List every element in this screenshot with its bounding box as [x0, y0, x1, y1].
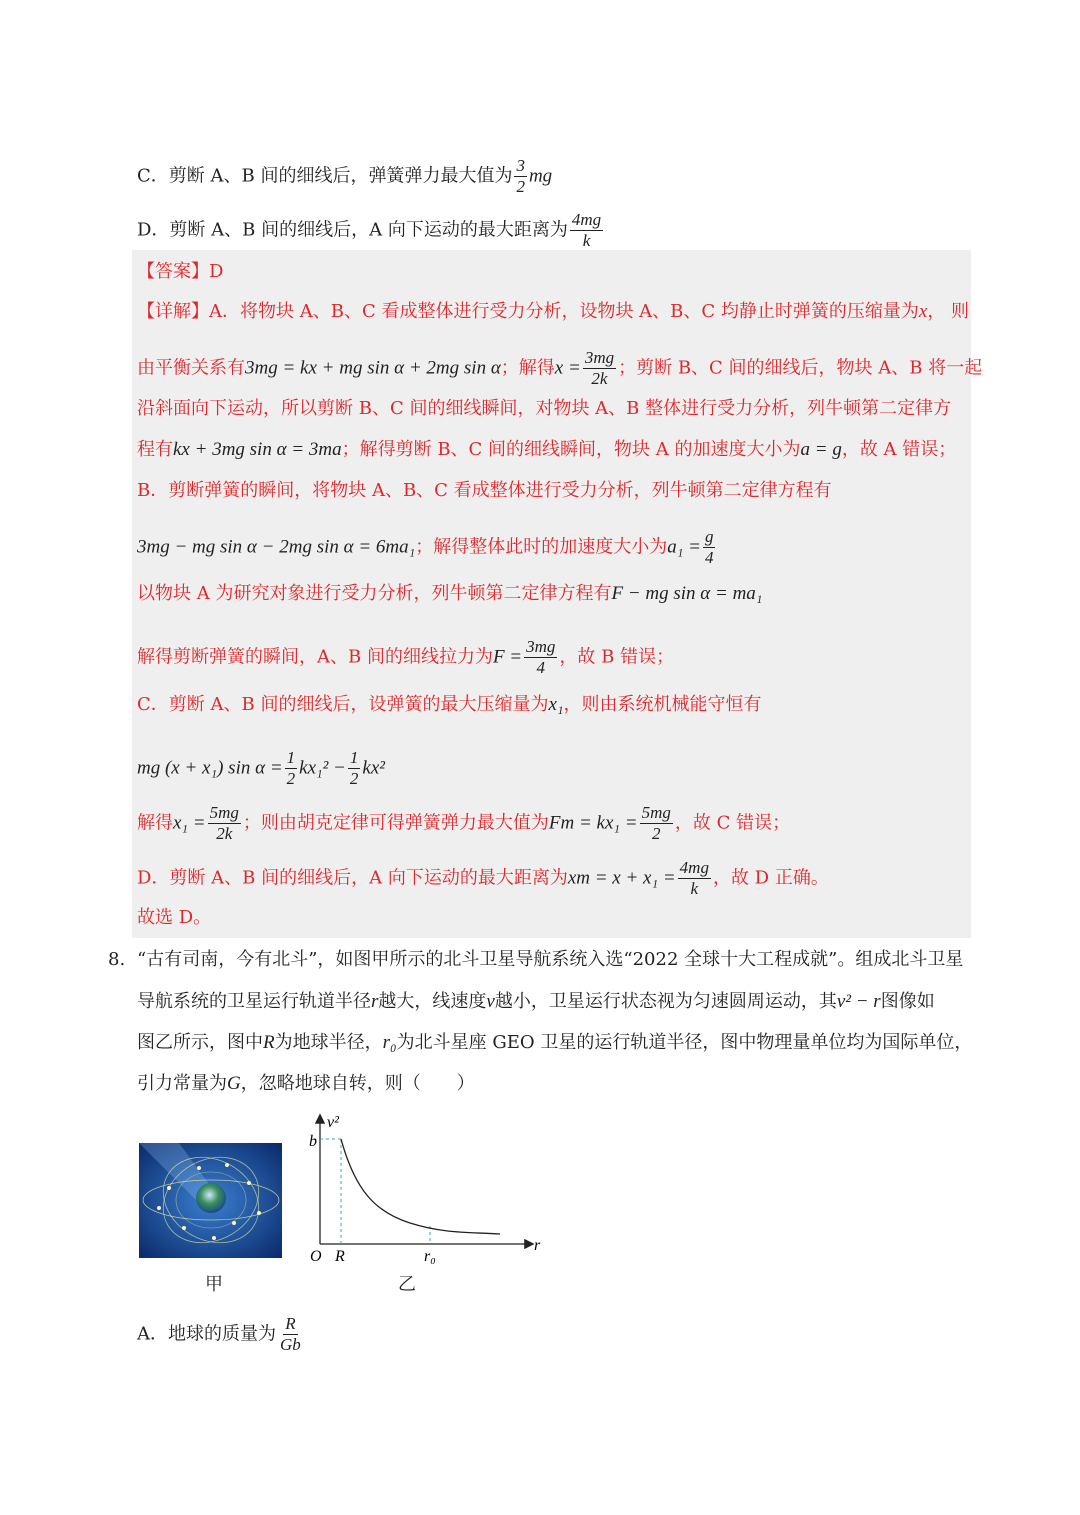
math: x₁ [548, 694, 564, 715]
text: B．剪断弹簧的瞬间，将物块 A、B、C 看成整体进行受力分析，列牛顿第二定律方程有 [137, 480, 832, 501]
q8-option-a [137, 1314, 305, 1355]
text: ，则由系统机械能守恒有 [563, 694, 762, 715]
text: ，忽略地球自转，则（ ） [240, 1073, 475, 1094]
frac-den: k [582, 231, 591, 250]
R-label: R [335, 1248, 345, 1265]
answer-p5 [137, 479, 832, 503]
frac-num: 5mg [209, 803, 239, 822]
text: 程有 [137, 439, 173, 460]
math: a = g [800, 439, 842, 460]
frac-num: 4mg [679, 858, 709, 877]
answer-label-text: 【答案】D [137, 261, 224, 282]
math: xm = x + x₁ = [567, 867, 676, 889]
frac-num: R [285, 1314, 296, 1333]
satellite-constellation-image [139, 1143, 282, 1258]
frac-num: g [704, 527, 714, 546]
fraction [703, 527, 716, 568]
math: x [918, 301, 928, 322]
answer-p11 [137, 803, 790, 844]
text: ；解得 [500, 357, 555, 379]
text: ， 则 [927, 301, 970, 322]
frac-den: 2 [286, 769, 296, 788]
q8-line4 [137, 1072, 475, 1096]
frac-num: 3mg [526, 637, 556, 656]
v2-curve [341, 1139, 500, 1234]
math: r₀ [382, 1032, 397, 1053]
option-c [137, 156, 552, 197]
answer-label [137, 260, 223, 284]
text: ；剪断 B、C 间的细线后，物块 A、B 将一起 [618, 357, 983, 379]
answer-p7 [137, 582, 762, 606]
math: Fm = kx₁ = [548, 812, 638, 834]
frac-num: 5mg [641, 803, 671, 822]
math: v² − r [836, 991, 881, 1012]
v2-r-graph [300, 1110, 550, 1270]
caption-jia: 甲 [205, 1274, 223, 1295]
fraction [570, 210, 603, 251]
text: 图像如 [880, 991, 935, 1012]
text: 为地球半径， [274, 1032, 383, 1053]
text: 引力常量为 [137, 1073, 227, 1094]
text: D．剪断 A、B 间的细线后，A 向下运动的最大距离为 [137, 867, 568, 889]
text: “古有司南，今有北斗”，如图甲所示的北斗卫星导航系统入选“2022 全球十大工程成就”。组成北斗卫星 [137, 949, 964, 970]
text: 越小，卫星运行状态视为匀速圆周运动，其 [494, 991, 837, 1012]
math: v [486, 991, 495, 1012]
frac-den: 4 [536, 658, 546, 677]
text: ，故 D 正确。 [712, 867, 829, 889]
text: 为北斗星座 GEO 卫星的运行轨道半径，图中物理量单位均为国际单位， [396, 1032, 973, 1053]
q8-line2 [137, 990, 935, 1014]
text: A．地球的质量为 [137, 1323, 276, 1345]
math: G [227, 1073, 241, 1094]
frac-den: k [690, 879, 699, 898]
frac-den: 2 [652, 824, 661, 843]
fraction [285, 748, 298, 789]
answer-p10 [137, 748, 385, 789]
option-c-text: C．剪断 A、B 间的细线后，弹簧弹力最大值为 [137, 165, 513, 187]
frac-den: 2 [516, 177, 525, 196]
answer-p8 [137, 637, 674, 678]
frac-num: 1 [349, 748, 359, 767]
math: x₁ = [173, 812, 206, 834]
frac-den: 2k [591, 369, 608, 388]
math: F − mg sin α = ma₁ [611, 583, 763, 604]
text: 【详解】A．将物块 A、B、C 看成整体进行受力分析，设物块 A、B、C 均静止时弹簧的压缩量为 [137, 301, 919, 322]
frac-num: 1 [286, 748, 296, 767]
math: mg (x + x₁) sin α = [137, 757, 283, 779]
fraction [678, 858, 711, 899]
frac-num: 3 [516, 156, 525, 175]
text: ，故 A 错误； [841, 439, 957, 460]
frac-num: 4mg [571, 210, 602, 229]
answer-p3 [137, 397, 951, 421]
fraction [640, 803, 673, 844]
math: mg [528, 165, 553, 187]
b-label: b [309, 1133, 317, 1150]
question-number: 8. [108, 949, 126, 970]
y-label: v² [327, 1114, 339, 1131]
math: x = [554, 357, 581, 379]
answer-p6 [137, 527, 717, 568]
text: 图乙所示，图中 [137, 1032, 263, 1053]
math: kx₁² − [299, 757, 346, 779]
r0-label: r₀ [424, 1248, 436, 1265]
text: ，故 C 错误； [674, 812, 791, 834]
text: 由平衡关系有 [137, 357, 245, 379]
frac-den: 4 [704, 548, 714, 567]
fraction [514, 156, 527, 197]
text: 解得 [137, 812, 173, 834]
text: ；解得剪断 B、C 间的细线瞬间，物块 A 的加速度大小为 [341, 439, 801, 460]
frac-den: 2k [216, 824, 233, 843]
fraction [524, 637, 557, 678]
text: ；则由胡克定律可得弹簧弹力最大值为 [242, 812, 549, 834]
fraction [348, 748, 361, 789]
origin-label: O [310, 1248, 322, 1265]
fraction [583, 348, 616, 389]
answer-p1 [137, 300, 969, 324]
answer-p9 [137, 693, 762, 717]
text: 以物块 A 为研究对象进行受力分析，列牛顿第二定律方程有 [137, 583, 612, 604]
text: 故选 D。 [137, 907, 212, 928]
frac-num: 3mg [584, 348, 615, 367]
math: r [371, 991, 379, 1012]
answer-p2 [137, 348, 982, 389]
text: 导航系统的卫星运行轨道半径 [137, 991, 371, 1012]
fraction [208, 803, 241, 844]
math: 3mg − mg sin α − 2mg sin α = 6ma₁ [137, 536, 416, 558]
answer-p4 [137, 438, 956, 462]
option-d [137, 210, 605, 251]
text: C．剪断 A、B 间的细线后，设弹簧的最大压缩量为 [137, 694, 549, 715]
text: 解得剪断弹簧的瞬间，A、B 间的细线拉力为 [137, 646, 493, 668]
answer-p12 [137, 858, 829, 899]
math: 3mg = kx + mg sin α + 2mg sin α [245, 357, 501, 379]
text: ；解得整体此时的加速度大小为 [415, 536, 668, 558]
math: F = [492, 646, 523, 668]
frac-den: Gb [280, 1335, 301, 1354]
frac-den: 2 [349, 769, 359, 788]
q8-line1 [137, 948, 963, 972]
math: kx² [362, 757, 385, 779]
math: a₁ = [667, 536, 701, 558]
text: ，故 B 错误； [559, 646, 675, 668]
answer-p13 [137, 906, 211, 930]
text: 沿斜面向下运动，所以剪断 B、C 间的细线瞬间，对物块 A、B 整体进行受力分析，列牛顿第二定律方 [137, 398, 952, 419]
caption-yi: 乙 [398, 1274, 416, 1295]
q8-line3 [137, 1031, 972, 1055]
x-label: r [534, 1237, 541, 1254]
math: kx + 3mg sin α = 3ma [173, 439, 342, 460]
option-d-text: D．剪断 A、B 间的细线后，A 向下运动的最大距离为 [137, 219, 568, 241]
text: 越大，线速度 [378, 991, 487, 1012]
fraction [278, 1314, 303, 1355]
math: R [263, 1032, 275, 1053]
